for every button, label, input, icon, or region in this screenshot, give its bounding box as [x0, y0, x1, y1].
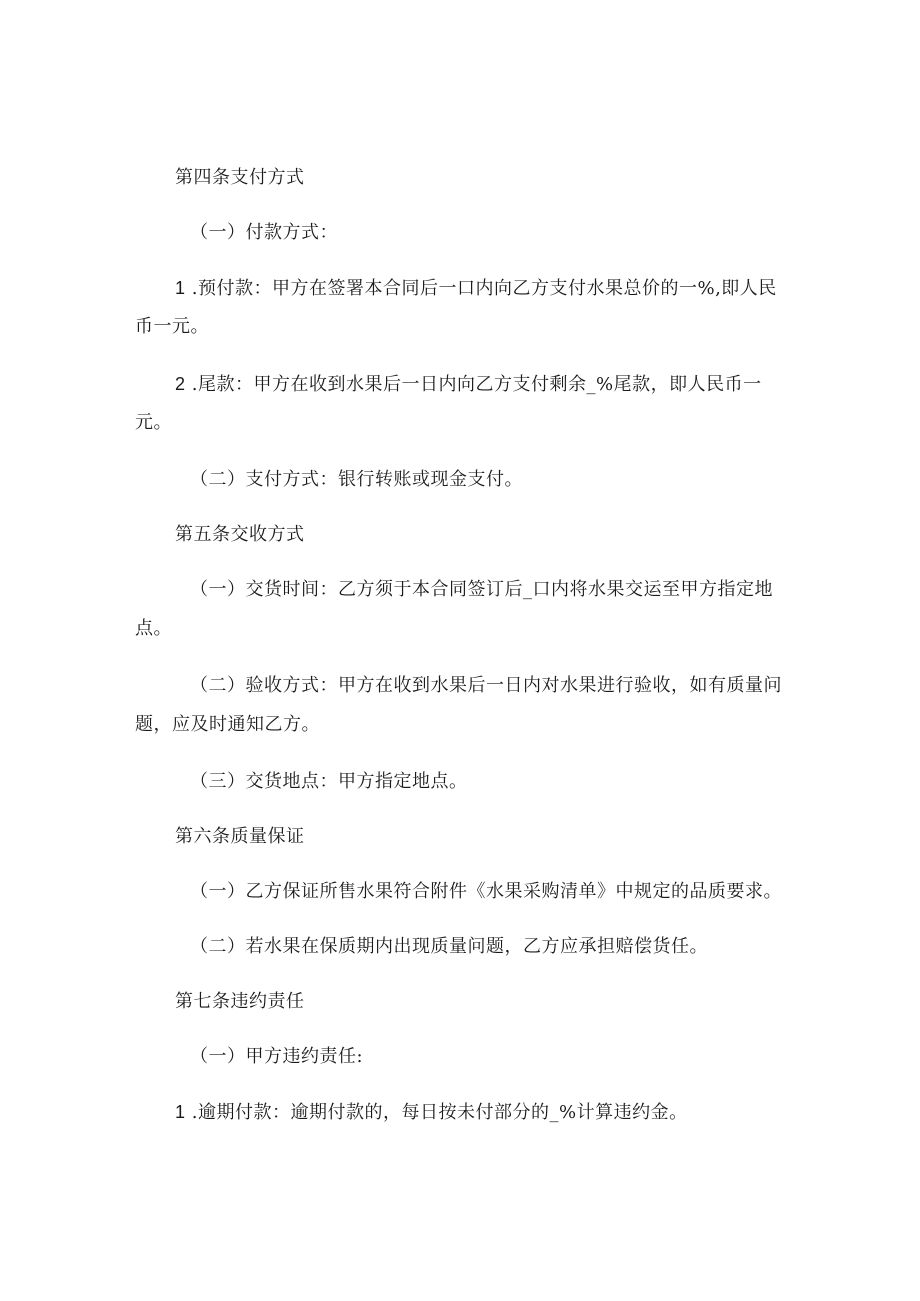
breach-item-1-line-1	[175, 1100, 688, 1125]
payment-item-2-line-2: 元。	[135, 412, 172, 433]
item-number: 1	[175, 278, 186, 298]
article-4-section-1-heading: （一）付款方式：	[190, 222, 338, 243]
item-number: 2	[175, 374, 186, 394]
article-5-section-2-line-2: 题，应及时通知乙方。	[135, 714, 320, 735]
article-4-section-2: （二）支付方式：银行转账或现金支付。	[190, 469, 523, 490]
article-6-section-2: （二）若水果在保质期内出现质量问题，乙方应承担赔偿货任。	[190, 936, 708, 957]
article-5-section-2-line-1: （二）验收方式：甲方在收到水果后一日内对水果进行验收，如有质量问	[190, 675, 782, 696]
article-6-heading: 第六条质量保证	[175, 826, 305, 847]
item-text: .预付款：甲方在签署本合同后一口内向乙方支付水果总价的一%,即人民	[191, 278, 777, 299]
article-7-section-1-heading: （一）甲方违约责任:	[190, 1046, 364, 1067]
item-text: .尾款：甲方在收到水果后一日内向乙方支付剩余_%尾款，即人民币一	[191, 374, 762, 395]
payment-item-1-line-2: 币一元。	[135, 316, 209, 337]
article-6-section-1: （一）乙方保证所售水果符合附件《水果采购清单》中规定的品质要求。	[190, 881, 782, 902]
article-7-heading: 第七条违约责任	[175, 991, 305, 1012]
item-text: .逾期付款：逾期付款的，每日按未付部分的_%计算违约金。	[191, 1102, 688, 1123]
payment-item-1-line-1	[175, 276, 777, 301]
article-5-section-1-line-1: （一）交货时间：乙方须于本合同签订后_口内将水果交运至甲方指定地	[190, 579, 773, 600]
article-5-section-1-line-2: 点。	[135, 618, 172, 639]
article-5-section-3: （三）交货地点：甲方指定地点。	[190, 771, 468, 792]
payment-item-2-line-1	[175, 372, 762, 397]
article-5-heading: 第五条交收方式	[175, 524, 305, 545]
article-4-heading: 第四条支付方式	[175, 167, 305, 188]
item-number: 1	[175, 1102, 186, 1122]
